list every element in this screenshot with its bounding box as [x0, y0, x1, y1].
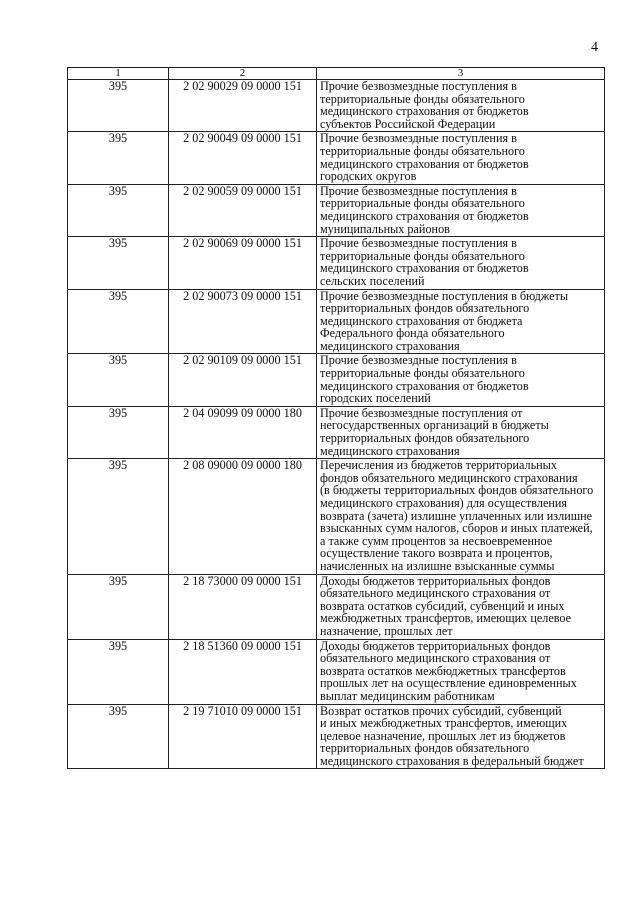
income-code-cell: 2 02 90069 09 0000 151 [169, 237, 317, 289]
income-code-cell: 2 18 73000 09 0000 151 [169, 574, 317, 639]
table-row [68, 132, 605, 184]
description-line: обязательного медицинского страхования от [320, 586, 551, 601]
description-line: фондов обязательного медицинского страхования [320, 470, 578, 485]
description-cell [317, 184, 605, 236]
income-code-cell: 2 02 90109 09 0000 151 [169, 354, 317, 406]
column-header-1: 1 [68, 68, 169, 80]
description-cell [317, 639, 605, 704]
table-body [68, 80, 605, 769]
table-row [68, 574, 605, 639]
description-cell [317, 80, 605, 132]
income-code-cell: 2 04 09099 09 0000 180 [169, 406, 317, 458]
description-line: медицинского страхования от бюджетов [320, 208, 529, 223]
description-line: взысканных сумм налогов, сборов и иных платежей, [320, 521, 593, 536]
table-row [68, 80, 605, 132]
income-codes-table [67, 67, 605, 769]
description-line: (в бюджеты территориальных фондов обязательного [320, 483, 594, 498]
description-cell [317, 132, 605, 184]
description-line: прошлых лет на осуществление единовременных [320, 676, 577, 691]
description-line: субъектов Российской Федерации [320, 116, 496, 131]
description-line: Доходы бюджетов территориальных фондов [320, 638, 551, 653]
admin-code-cell: 395 [68, 289, 169, 354]
table-header-row [68, 68, 605, 80]
description-line: Прочие безвозмездные поступления в [320, 353, 517, 368]
description-line: осуществление такого возврата и процентов, [320, 546, 553, 561]
income-code-cell: 2 02 90073 09 0000 151 [169, 289, 317, 354]
income-code-cell: 2 19 71010 09 0000 151 [169, 704, 317, 769]
description-line: территориальные фонды обязательного [320, 248, 525, 263]
description-line: медицинского страхования от бюджетов [320, 104, 529, 119]
description-line: территориальных фондов обязательного [320, 741, 530, 756]
description-line: медицинского страхования [320, 338, 460, 353]
description-line: Перечисления из бюджетов территориальных [320, 458, 557, 473]
description-line: негосударственных организаций в бюджеты [320, 418, 549, 433]
description-line: Прочие безвозмездные поступления в [320, 131, 517, 146]
description-line: назначение, прошлых лет [320, 623, 453, 638]
description-line: а также сумм процентов за несвоевременное [320, 533, 553, 548]
description-line: целевое назначение, прошлых лет из бюджетов [320, 728, 566, 743]
income-code-cell: 2 08 09000 09 0000 180 [169, 459, 317, 574]
table-row [68, 406, 605, 458]
description-line: городских округов [320, 169, 417, 184]
description-line: межбюджетных трансфертов, имеющих целевое [320, 611, 572, 626]
admin-code-cell: 395 [68, 459, 169, 574]
description-line: Прочие безвозмездные поступления в [320, 183, 517, 198]
description-line: медицинского страхования в федеральный бюджет [320, 753, 584, 768]
income-code-cell: 2 02 90059 09 0000 151 [169, 184, 317, 236]
admin-code-cell: 395 [68, 132, 169, 184]
description-line: возврата остатков субсидий, субвенций и иных [320, 598, 565, 613]
description-cell [317, 354, 605, 406]
table-row [68, 184, 605, 236]
description-line: сельских поселений [320, 273, 425, 288]
description-line: Федерального фонда обязательного [320, 326, 505, 341]
admin-code-cell: 395 [68, 574, 169, 639]
column-header-2: 2 [169, 68, 317, 80]
description-line: территориальные фонды обязательного [320, 366, 525, 381]
table-row [68, 459, 605, 574]
description-line: городских поселений [320, 391, 431, 406]
admin-code-cell: 395 [68, 406, 169, 458]
admin-code-cell: 395 [68, 354, 169, 406]
description-cell [317, 459, 605, 574]
table-row [68, 639, 605, 704]
column-header-3: 3 [317, 68, 605, 80]
admin-code-cell: 395 [68, 184, 169, 236]
description-line: Доходы бюджетов территориальных фондов [320, 573, 551, 588]
description-line: Возврат остатков прочих субсидий, субвенций [320, 703, 562, 718]
description-line: возврата остатков межбюджетных трансфертов [320, 663, 566, 678]
description-line: медицинского страхования от бюджетов [320, 156, 529, 171]
description-cell [317, 704, 605, 769]
description-line: Прочие безвозмездные поступления в [320, 79, 517, 93]
table-row [68, 237, 605, 289]
table-row [68, 354, 605, 406]
description-line: медицинского страхования от бюджета [320, 313, 523, 328]
description-line: территориальные фонды обязательного [320, 91, 525, 106]
description-line: медицинского страхования [320, 443, 460, 458]
description-cell [317, 289, 605, 354]
income-code-cell: 2 02 90049 09 0000 151 [169, 132, 317, 184]
income-code-cell: 2 18 51360 09 0000 151 [169, 639, 317, 704]
table-row [68, 289, 605, 354]
description-line: территориальных фондов обязательного [320, 301, 530, 316]
page-number: 4 [591, 40, 598, 55]
description-line: выплат медицинским работникам [320, 688, 495, 703]
description-line: начисленных на излишне взысканные суммы [320, 558, 555, 573]
description-line: Прочие безвозмездные поступления от [320, 405, 523, 420]
description-line: обязательного медицинского страхования от [320, 651, 551, 666]
admin-code-cell: 395 [68, 237, 169, 289]
admin-code-cell: 395 [68, 80, 169, 132]
income-code-cell: 2 02 90029 09 0000 151 [169, 80, 317, 132]
table-row [68, 704, 605, 769]
description-cell [317, 406, 605, 458]
admin-code-cell: 395 [68, 639, 169, 704]
description-line: возврата (зачета) излишне уплаченных или излишне [320, 508, 593, 523]
description-line: Прочие безвозмездные поступления в [320, 236, 517, 251]
description-line: медицинского страхования от бюджетов [320, 378, 529, 393]
description-cell [317, 237, 605, 289]
description-line: муниципальных районов [320, 221, 450, 236]
description-line: медицинского страхования) для осуществления [320, 496, 568, 510]
description-line: территориальных фондов обязательного [320, 431, 530, 446]
admin-code-cell: 395 [68, 704, 169, 769]
description-line: медицинского страхования от бюджетов [320, 261, 529, 276]
description-line: Прочие безвозмездные поступления в бюджеты [320, 288, 569, 303]
description-cell [317, 574, 605, 639]
description-line: территориальные фонды обязательного [320, 196, 525, 211]
description-line: и иных межбюджетных трансфертов, имеющих [320, 716, 568, 731]
description-line: территориальные фонды обязательного [320, 143, 525, 158]
